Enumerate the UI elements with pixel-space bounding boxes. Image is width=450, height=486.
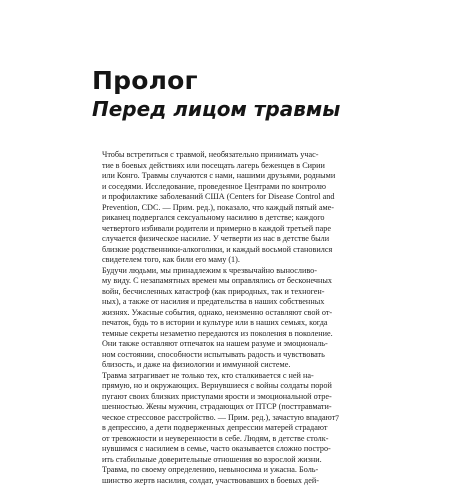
paragraph — [92, 266, 337, 371]
text-line: шинство жертв насилия, солдат, участвовавших в боевых дей- — [92, 476, 337, 486]
text-line: печаток, будь то в истории и культуре или в наших семьях, когда — [92, 318, 337, 329]
text-line: прямую, но и окружающих. Вернувшиеся с войны солдаты порой — [92, 381, 337, 392]
text-line: тие в боевых действиях или посещать лагерь беженцев в Сирии — [92, 161, 337, 172]
text-line: темные секреты незаметно передаются из поколения в поколение. — [92, 329, 337, 340]
text-line: войн, бесчисленных катастроф (как природных, так и техноген- — [92, 287, 337, 298]
text-line: близость, и даже на физиологии и иммунной системе. — [92, 360, 337, 371]
text-line: близкие родственники-алкоголики, и каждый восьмой становился — [92, 245, 337, 256]
text-line: ить стабильные доверительные отношения во взрослой жизни. — [92, 455, 337, 466]
text-line: Они также оставляют отпечаток на нашем разуме и эмоциональ- — [92, 339, 337, 350]
paragraph — [92, 150, 337, 266]
text-line: ческое стрессовое расстройство. — Прим. ред.), зачастую впадают — [92, 413, 337, 424]
text-line: и соседями. Исследование, проведенное Центрами по контролю — [92, 182, 337, 193]
text-line: свидетелем того, как били его маму (1). — [92, 255, 337, 266]
text-line: случается физическое насилие. У четверти из нас в детстве были — [92, 234, 337, 245]
text-line: ных), а также от насилия и предательства в наших собственных — [92, 297, 337, 308]
text-line: Травма затрагивает не только тех, кто сталкивается с ней на- — [92, 371, 337, 382]
text-line: шенностью. Жены мужчин, страдающих от ПТСР (посттравмати- — [92, 402, 337, 413]
text-line: Травма, по своему определению, невыносима и ужасна. Боль- — [92, 465, 337, 476]
paragraph — [92, 371, 337, 486]
text-line: в депрессию, а дети подверженных депрессии матерей страдают — [92, 423, 337, 434]
text-line: или Конго. Травмы случаются с нами, нашими друзьями, родными — [92, 171, 337, 182]
text-line: и профилактике заболеваний США (Centers for Disease Control and — [92, 192, 337, 203]
chapter-subtitle: Перед лицом травмы — [92, 96, 340, 122]
text-line: риканец подвергался сексуальному насилию в детстве; каждого — [92, 213, 337, 224]
text-line: жизнях. Ужасные события, однако, неизменно оставляют свой от- — [92, 308, 337, 319]
text-line: му виду. С незапамятных времен мы оправлялись от бесконечных — [92, 276, 337, 287]
chapter-title: Пролог — [92, 66, 198, 96]
text-line: Чтобы встретиться с травмой, необязательно принимать учас- — [92, 150, 337, 161]
page-number: 7 — [335, 414, 339, 423]
text-line: нувшимся с насилием в семье, часто оказывается сложно постро- — [92, 444, 337, 455]
text-line: Будучи людьми, мы принадлежим к чрезвычайно выносливо- — [92, 266, 337, 277]
text-line: ном состоянии, способности испытывать радость и чувствовать — [92, 350, 337, 361]
text-line: пугают своих близких приступами ярости и эмоциональной отре- — [92, 392, 337, 403]
text-line: четвертого избивали родители и примерно в каждой третьей паре — [92, 224, 337, 235]
text-line: от тревожности и неуверенности в себе. Людям, в детстве столк- — [92, 434, 337, 445]
body-text — [92, 150, 337, 486]
text-line: Prevention, CDC. — Прим. ред.), показало, что каждый пятый аме- — [92, 203, 337, 214]
